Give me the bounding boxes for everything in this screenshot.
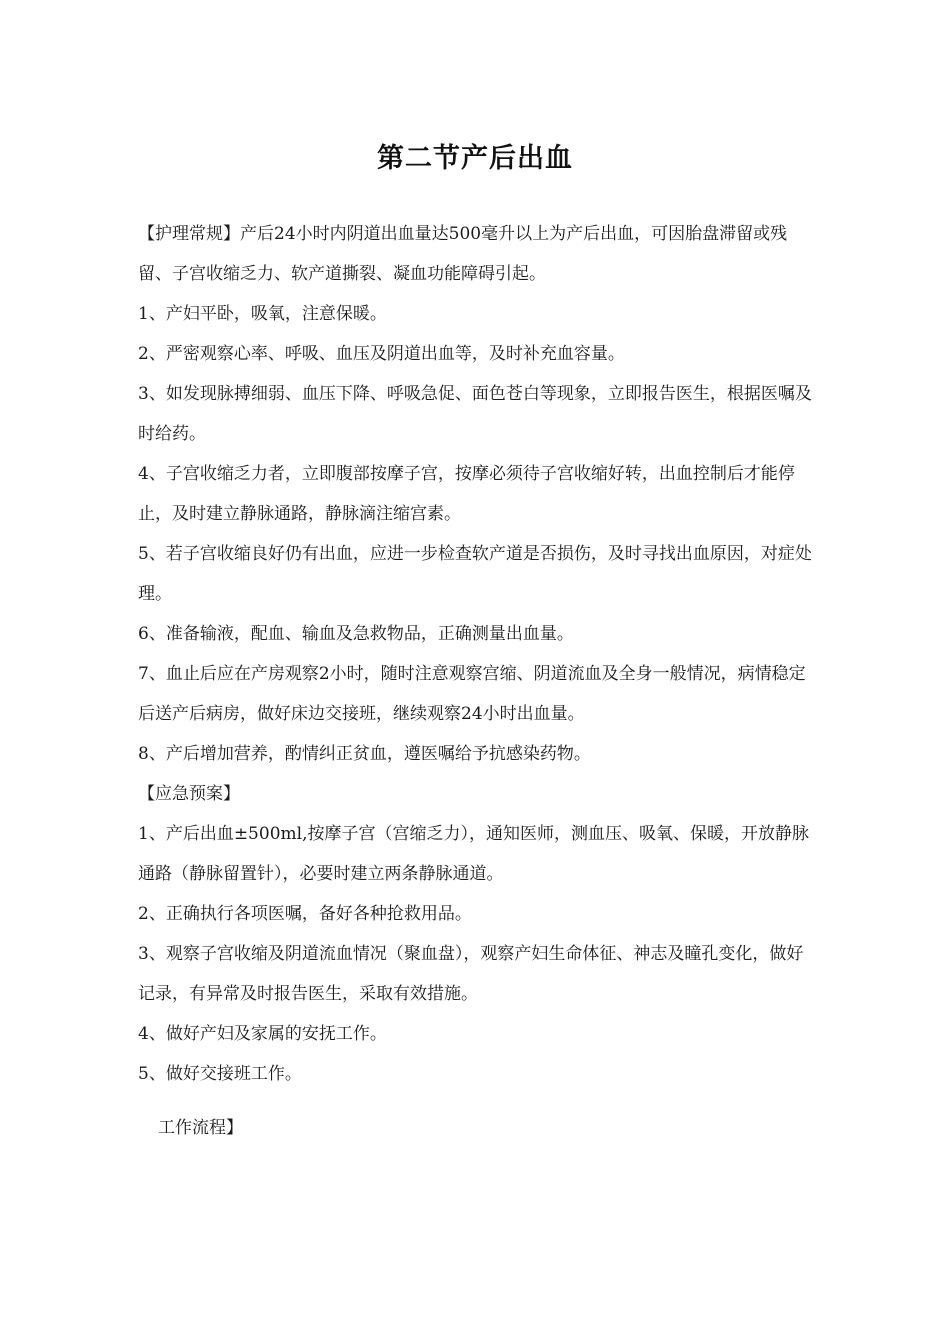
page-title: 第二节产后出血 (377, 143, 573, 174)
list-item: 3、如发现脉搏细弱、血压下降、呼吸急促、面色苍白等现象，立即报告医生，根据医嘱及时给药。 (138, 384, 812, 444)
document-body (138, 214, 814, 1148)
list-item: 3、观察子宫收缩及阴道流血情况（聚血盘），观察产妇生命体征、神志及瞳孔变化，做好记录，有异常及时报告医生，采取有效措施。 (138, 944, 804, 1004)
list-item: 7、血止后应在产房观察2小时，随时注意观察宫缩、阴道流血及全身一般情况，病情稳定后送产后病房，做好床边交接班，继续观察24小时出血量。 (138, 664, 806, 724)
list-item: 1、产妇平卧，吸氧，注意保暖。 (138, 304, 387, 324)
section-heading-emergency-plan: 【应急预案】 (138, 784, 240, 804)
section-heading-workflow: 工作流程】 (158, 1118, 243, 1138)
list-item: 4、子宫收缩乏力者，立即腹部按摩子宫，按摩必须待子宫收缩好转，出血控制后才能停止，及时建立静脉通路，静脉滴注缩宫素。 (138, 464, 795, 524)
list-item: 2、正确执行各项医嘱，备好各种抢救用品。 (138, 904, 472, 924)
list-item: 4、做好产妇及家属的安抚工作。 (138, 1024, 387, 1044)
list-item: 1、产后出血±500ml,按摩子宫（宫缩乏力），通知医师，测血压、吸氧、保暖，开放静脉通路（静脉留置针），必要时建立两条静脉通道。 (138, 824, 809, 884)
paragraph-nursing-routine: 【护理常规】产后24小时内阴道出血量达500毫升以上为产后出血，可因胎盘滞留或残留、子宫收缩乏力、软产道撕裂、凝血功能障碍引起。 (138, 224, 788, 284)
list-item: 6、准备输液，配血、输血及急救物品，正确测量出血量。 (138, 624, 574, 644)
list-item: 8、产后增加营养，酌情纠正贫血，遵医嘱给予抗感染药物。 (138, 744, 591, 764)
list-item: 2、严密观察心率、呼吸、血压及阴道出血等，及时补充血容量。 (138, 344, 625, 364)
list-item: 5、做好交接班工作。 (138, 1064, 302, 1084)
list-item: 5、若子宫收缩良好仍有出血，应进一步检查软产道是否损伤，及时寻找出血原因，对症处理。 (138, 544, 812, 604)
